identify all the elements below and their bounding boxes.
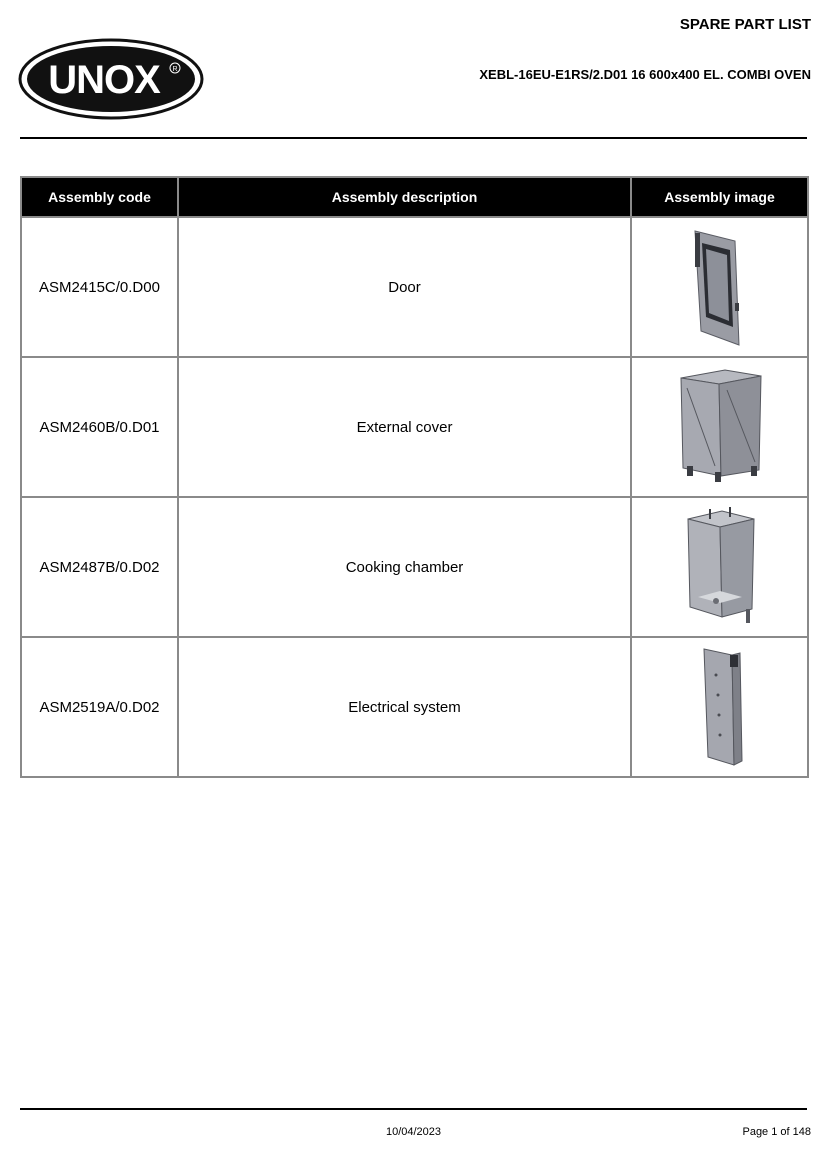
assembly-description: Cooking chamber xyxy=(178,497,631,637)
footer-divider xyxy=(20,1108,807,1110)
column-header-image: Assembly image xyxy=(631,177,808,217)
assembly-image-cell xyxy=(631,637,808,777)
table-row xyxy=(21,497,808,637)
cooking-chamber-image xyxy=(680,505,760,629)
column-header-code: Assembly code xyxy=(21,177,178,217)
table-row xyxy=(21,637,808,777)
column-header-description: Assembly description xyxy=(178,177,631,217)
assembly-image-cell xyxy=(631,497,808,637)
page-number: Page 1 of 148 xyxy=(742,1126,811,1138)
header-divider xyxy=(20,137,807,139)
assembly-description: Electrical system xyxy=(178,637,631,777)
assembly-code: ASM2487B/0.D02 xyxy=(21,497,178,637)
electrical-system-image xyxy=(690,645,750,769)
assembly-code: ASM2415C/0.D00 xyxy=(21,217,178,357)
document-title: SPARE PART LIST xyxy=(679,16,811,33)
assembly-code: ASM2519A/0.D02 xyxy=(21,637,178,777)
table-header-row xyxy=(21,177,808,217)
assembly-image-cell xyxy=(631,217,808,357)
svg-text:R: R xyxy=(172,66,178,73)
door-image xyxy=(685,227,755,347)
assembly-image-cell xyxy=(631,357,808,497)
table-row xyxy=(21,357,808,497)
model-description: XEBL-16EU-E1RS/2.D01 16 600x400 EL. COMBI OVEN xyxy=(479,67,811,82)
footer-date: 10/04/2023 xyxy=(385,1126,442,1138)
unox-logo xyxy=(18,38,204,120)
svg-text:UNOX: UNOX xyxy=(48,58,160,102)
assembly-description: External cover xyxy=(178,357,631,497)
table-row xyxy=(21,217,808,357)
assembly-description: Door xyxy=(178,217,631,357)
external-cover-image xyxy=(675,366,765,488)
assembly-code: ASM2460B/0.D01 xyxy=(21,357,178,497)
assembly-table xyxy=(20,176,809,778)
